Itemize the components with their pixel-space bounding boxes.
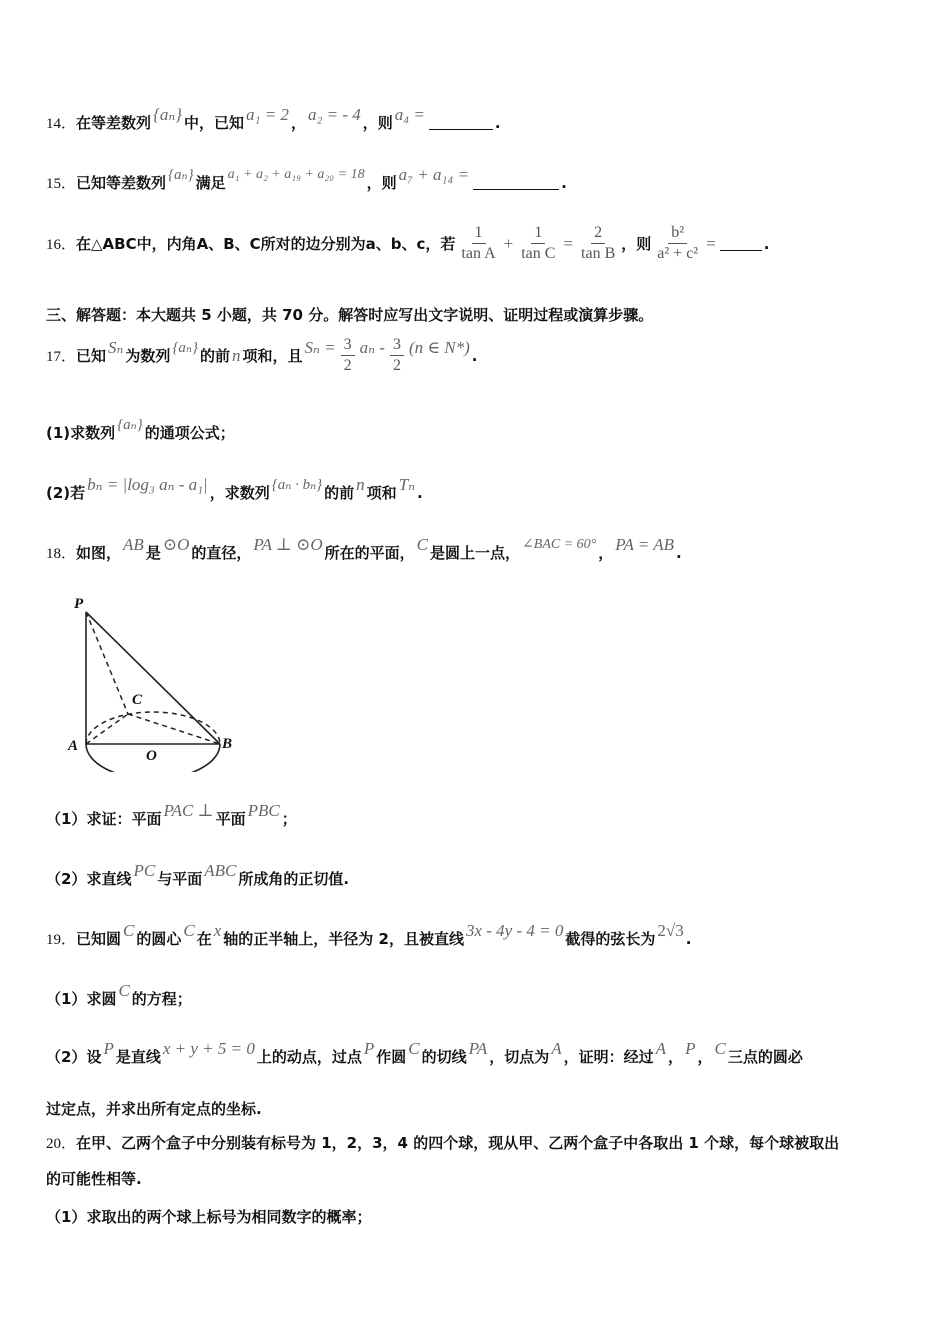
fraction-1-over-tanA: $\frac{1}{\text{tan A}}$ bbox=[461, 224, 496, 262]
math-expression: a₇ + a₁₄ = bbox=[398, 164, 470, 184]
section-heading bbox=[46, 304, 653, 325]
math-expression: n bbox=[356, 474, 365, 494]
math-expression: {aₙ} bbox=[117, 417, 143, 433]
punctuation: . bbox=[471, 346, 478, 365]
math-expression: C bbox=[118, 980, 130, 1000]
question-20-part-1 bbox=[46, 1206, 371, 1227]
math-expression: PC bbox=[133, 860, 156, 880]
math-expression: ∠BAC = 60° bbox=[522, 537, 597, 552]
math-expression: Sₙ bbox=[108, 337, 124, 357]
question-text: 在 bbox=[196, 930, 212, 948]
part-label: （2） bbox=[46, 1048, 87, 1066]
question-text: 在等差数列 bbox=[76, 114, 152, 132]
question-text: 的前 bbox=[200, 347, 231, 365]
label-A: A bbox=[68, 738, 79, 754]
answer-blank bbox=[473, 175, 559, 190]
punctuation: ， bbox=[668, 1048, 684, 1066]
punctuation: ， bbox=[598, 544, 614, 562]
question-20 bbox=[46, 1132, 839, 1153]
question-19-part-2-continued bbox=[46, 1098, 262, 1119]
question-text: 所在的平面， bbox=[324, 544, 415, 562]
part-label: （1） bbox=[46, 1208, 87, 1226]
question-16 bbox=[46, 224, 769, 263]
question-15 bbox=[46, 164, 567, 193]
equals-sign: = bbox=[563, 233, 574, 253]
question-text: 过定点，并求出所有定点的坐标. bbox=[46, 1100, 262, 1118]
question-text: 是 bbox=[145, 544, 161, 562]
math-expression: ⊙O bbox=[162, 534, 190, 554]
question-number: 18． bbox=[46, 546, 77, 562]
math-expression: bₙ = |log₃ aₙ - a₁| bbox=[87, 474, 208, 494]
segment-PB bbox=[86, 612, 220, 744]
plus-sign: + bbox=[503, 233, 514, 253]
question-20-continued bbox=[46, 1168, 142, 1189]
question-text: 轴的正半轴上，半径为 2，且被直线 bbox=[223, 930, 464, 948]
question-text: 的前 bbox=[324, 484, 355, 502]
math-expression: PAC ⊥ bbox=[163, 800, 214, 820]
question-text: 项和，且 bbox=[242, 347, 303, 365]
math-expression: P bbox=[363, 1038, 375, 1058]
section-title: 三、解答题：本大题共 5 小题，共 70 分。解答时应写出文字说明、证明过程或演算步骤。 bbox=[46, 306, 654, 324]
question-text: 已知圆 bbox=[76, 930, 122, 948]
math-expression: {aₙ} bbox=[153, 104, 183, 124]
punctuation: . bbox=[685, 929, 692, 948]
math-expression: P bbox=[103, 1038, 114, 1058]
math-expression: a₁ + a₂ + a₁₉ + a₂₀ = 18 bbox=[227, 166, 365, 182]
back-semicircle bbox=[86, 712, 220, 744]
question-17-part-2 bbox=[46, 474, 423, 503]
label-B: B bbox=[222, 736, 233, 752]
question-number: 20． bbox=[46, 1136, 77, 1152]
cone-diagram bbox=[62, 592, 252, 772]
fraction-three-halves: $\frac{3}{2}$ bbox=[390, 336, 404, 375]
punctuation: . bbox=[561, 173, 567, 192]
punctuation: . bbox=[675, 543, 682, 562]
math-expression: ABC bbox=[204, 860, 237, 880]
segment-PC bbox=[86, 612, 128, 714]
question-text: ，证明：经过 bbox=[563, 1048, 654, 1066]
math-expression: 2√3 bbox=[657, 920, 684, 940]
label-C: C bbox=[132, 692, 143, 708]
math-expression: x + y + 5 = 0 bbox=[162, 1038, 255, 1058]
punctuation: . bbox=[763, 234, 770, 253]
punctuation: . bbox=[494, 113, 501, 132]
question-text: ，则 bbox=[621, 235, 652, 253]
question-number: 17． bbox=[46, 349, 77, 365]
math-expression: a₁ = 2 bbox=[246, 104, 289, 124]
math-expression: {aₙ · bₙ} bbox=[271, 477, 323, 493]
question-text: 满足 bbox=[195, 174, 226, 192]
question-19-part-1 bbox=[46, 980, 192, 1009]
question-18-part-1 bbox=[46, 800, 297, 829]
math-expression: C bbox=[416, 534, 429, 554]
question-text: 已知等差数列 bbox=[76, 174, 167, 192]
punctuation: ， bbox=[697, 1048, 713, 1066]
question-text: 为数列 bbox=[125, 347, 171, 365]
math-expression: PA ⊥ ⊙O bbox=[253, 534, 323, 554]
math-expression: {aₙ} bbox=[172, 340, 199, 356]
question-text: 上的动点，过点 bbox=[256, 1048, 362, 1066]
question-text: 求取出的两个球上标号为相同数字的概率； bbox=[86, 1208, 372, 1226]
question-17 bbox=[46, 336, 477, 375]
math-expression: A bbox=[551, 1038, 562, 1058]
math-expression: P bbox=[685, 1038, 696, 1058]
question-17-part-1 bbox=[46, 417, 235, 443]
question-text: 的圆心 bbox=[136, 930, 182, 948]
punctuation: . bbox=[417, 483, 423, 502]
math-expression: {aₙ} bbox=[168, 167, 194, 183]
math-expression: Sₙ = bbox=[304, 337, 336, 357]
question-text: 求数列 bbox=[70, 424, 116, 442]
math-expression: n bbox=[232, 345, 241, 365]
math-expression: a₂ = - 4 bbox=[307, 104, 361, 124]
question-text: 求直线 bbox=[86, 870, 132, 888]
label-P: P bbox=[74, 596, 84, 612]
math-expression: C bbox=[183, 920, 195, 940]
question-text: 是直线 bbox=[115, 1048, 161, 1066]
fraction-three-halves: $\frac{3}{2}$ bbox=[341, 336, 355, 375]
question-text: 的可能性相等. bbox=[46, 1170, 142, 1188]
question-text: 在甲、乙两个盒子中分别装有标号为 1，2，3，4 的四个球，现从甲、乙两个盒子中各取出 1 个球，每个球被取出 bbox=[76, 1134, 840, 1152]
part-label: （2） bbox=[46, 870, 87, 888]
question-text: ，则 bbox=[366, 174, 397, 192]
question-text: 三点的圆必 bbox=[727, 1048, 803, 1066]
punctuation: ； bbox=[281, 810, 297, 828]
math-expression: C bbox=[123, 920, 135, 940]
question-text: 中，已知 bbox=[184, 114, 245, 132]
math-expression: (n ∈ N*) bbox=[408, 337, 470, 357]
part-label: (2) bbox=[46, 483, 71, 502]
segment-AC bbox=[86, 714, 128, 744]
question-text: 求圆 bbox=[86, 990, 117, 1008]
question-number: 16． bbox=[46, 237, 77, 253]
question-19-part-2 bbox=[46, 1038, 803, 1067]
question-text: 是圆上一点， bbox=[430, 544, 521, 562]
math-expression: C bbox=[408, 1038, 420, 1058]
question-18-part-2 bbox=[46, 860, 350, 889]
question-19 bbox=[46, 920, 692, 949]
question-text: 作圆 bbox=[376, 1048, 407, 1066]
geometry-figure bbox=[62, 592, 252, 772]
question-text: 所成角的正切值. bbox=[238, 870, 350, 888]
math-expression: aₙ - bbox=[359, 337, 385, 357]
question-text: 的切线 bbox=[421, 1048, 467, 1066]
part-label: （1） bbox=[46, 810, 87, 828]
question-number: 14． bbox=[46, 116, 77, 132]
question-text: 截得的弦长为 bbox=[565, 930, 656, 948]
math-expression: a₄ = bbox=[394, 104, 425, 124]
question-text: 与平面 bbox=[157, 870, 203, 888]
answer-blank bbox=[720, 236, 762, 251]
question-number: 19． bbox=[46, 932, 77, 948]
label-O: O bbox=[146, 748, 157, 764]
question-18 bbox=[46, 534, 682, 563]
math-expression: A bbox=[655, 1038, 667, 1058]
question-text: ，切点为 bbox=[489, 1048, 550, 1066]
answer-blank bbox=[429, 115, 493, 130]
punctuation: ， bbox=[290, 114, 306, 132]
question-number: 15． bbox=[46, 176, 77, 192]
math-expression: 3x - 4y - 4 = 0 bbox=[465, 920, 564, 940]
question-text: 若 bbox=[70, 484, 86, 502]
question-text: 的直径， bbox=[191, 544, 252, 562]
question-text: 的通项公式； bbox=[144, 424, 235, 442]
math-expression: PA bbox=[468, 1038, 488, 1058]
segment-BC bbox=[128, 714, 220, 744]
fraction-2-over-tanB: $\frac{2}{\text{tan B}}$ bbox=[581, 224, 616, 262]
question-text: 平面 bbox=[215, 810, 246, 828]
math-expression: C bbox=[714, 1038, 726, 1058]
question-text: 的方程； bbox=[131, 990, 192, 1008]
question-text: ，求数列 bbox=[209, 484, 270, 502]
math-expression: x bbox=[213, 920, 222, 940]
equals-sign: = bbox=[706, 233, 716, 253]
fraction-1-over-tanC: $\frac{1}{\text{tan C}}$ bbox=[521, 224, 556, 262]
math-expression: Tₙ bbox=[398, 474, 416, 494]
question-text: 如图， bbox=[76, 544, 122, 562]
question-text: 在△ABC中，内角A、B、C所对的边分别为a、b、c，若 bbox=[76, 235, 456, 253]
part-label: （1） bbox=[46, 990, 87, 1008]
part-label: (1) bbox=[46, 423, 71, 442]
question-text: 项和 bbox=[366, 484, 397, 502]
math-expression: AB bbox=[123, 534, 144, 554]
question-text: 设 bbox=[86, 1048, 102, 1066]
math-expression: PA = AB bbox=[615, 534, 674, 554]
question-text: ，则 bbox=[362, 114, 393, 132]
question-14 bbox=[46, 104, 501, 133]
question-text: 求证：平面 bbox=[86, 810, 162, 828]
math-expression: PBC bbox=[247, 800, 280, 820]
question-text: 已知 bbox=[76, 347, 107, 365]
fraction-b2-over-a2c2: $\frac{\text{b²}}{\text{a² + c²}}$ bbox=[657, 224, 699, 262]
